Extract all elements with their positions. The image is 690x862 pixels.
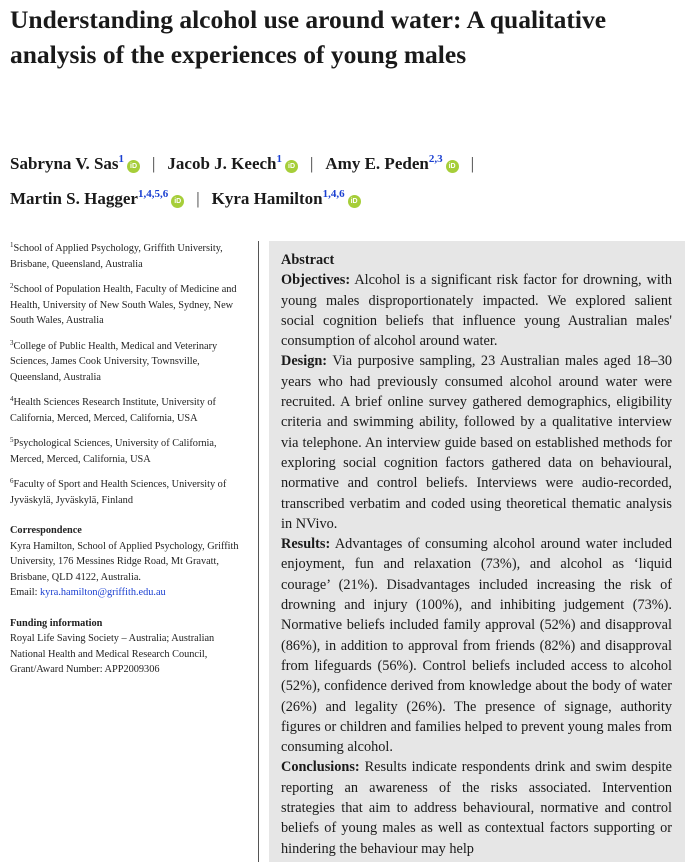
author-affiliation-ref[interactable]: 2,3 xyxy=(428,153,443,165)
orcid-icon[interactable]: iD xyxy=(171,195,184,208)
funding-text: Royal Life Saving Society – Australia; Australian National Health and Medical Research Council, Grant/Award Number: APP2009306 xyxy=(10,633,215,675)
abstract-results: Results: Advantages of consuming alcohol around water included enjoyment, fun and relaxation (73%), and alcohol as ‘liquid courage’ (21%). Disadvantages included increasing the risk of drowning and injury (100%), and inhibiting judgement (73%). Normative beliefs included family approval (52%) and disapproval (86%), in addition to approval from friends (82%) and disapproval from lifeguards (56%). Control beliefs included access to alcohol (52%), confidence derived from knowledge about the body of water (26%) and legality (26%). The presence of signage, authority figures or children and families helped to prevent young males from consuming alcohol. xyxy=(281,536,672,756)
side-column xyxy=(10,238,250,678)
affiliation-item: $^2$School of Population Health, Faculty of Medicine and Health, University of New South Wales, Sydney, New South Wales, Australia xyxy=(10,282,237,326)
author-affiliation-ref[interactable]: 1 xyxy=(118,153,125,165)
author-separator: | xyxy=(196,189,200,208)
author-hagger[interactable] xyxy=(10,189,184,208)
author-name: Amy E. Peden xyxy=(325,154,429,173)
author-name: Sabryna V. Sas xyxy=(10,154,119,173)
author-name: Jacob J. Keech xyxy=(167,154,277,173)
correspondence-text: Kyra Hamilton, School of Applied Psychology, Griffith University, 176 Messines Ridge Road, Mt Gravatt, Brisbane, QLD 4122, Australia. Email: kyra.hamilton@griffith.edu.au xyxy=(10,540,239,598)
author-hamilton[interactable] xyxy=(212,189,361,208)
correspondence-heading: Correspondence xyxy=(10,525,82,536)
author-separator: | xyxy=(152,154,156,173)
orcid-icon[interactable]: iD xyxy=(285,160,298,173)
email-link[interactable]: kyra.hamilton@griffith.edu.au xyxy=(40,587,166,598)
orcid-icon[interactable]: iD xyxy=(348,195,361,208)
author-affiliation-ref[interactable]: 1,4,6 xyxy=(322,188,345,200)
author-affiliation-ref[interactable]: 1 xyxy=(276,153,282,165)
author-separator: | xyxy=(310,154,314,173)
affiliation-item: $^1$School of Applied Psychology, Griffith University, Brisbane, Queensland, Australia xyxy=(10,241,223,270)
author-sas[interactable] xyxy=(10,154,140,173)
affiliation-item: $^5$Psychological Sciences, University of California, Merced, Merced, California, USA xyxy=(10,436,217,465)
affiliation-item: $^6$Faculty of Sport and Health Sciences, University of Jyväskylä, Jyväskylä, Finland xyxy=(10,477,227,506)
orcid-icon[interactable]: iD xyxy=(446,160,459,173)
column-divider xyxy=(258,241,259,862)
author-peden[interactable] xyxy=(325,154,458,173)
affiliation-item: $^4$Health Sciences Research Institute, University of California, Merced, Merced, California, USA xyxy=(10,395,216,424)
abstract-design: Design: Via purposive sampling, 23 Australian males aged 18–30 years who had previously consumed alcohol around water were recruited. A brief online survey gathered demographics, eligibility criteria and swimming ability, followed by a qualitative interview via telephone. An interview guide based on established methods for exploring social cognition factors gathered data on behavioural, normative and control beliefs. Interviews were audio-recorded, transcribed verbatim and coded using theoretical thematic analysis in NVivo. xyxy=(281,353,672,532)
funding-heading: Funding information xyxy=(10,617,103,629)
abstract-objectives: Objectives: Alcohol is a significant risk factor for drowning, with young males disproportionately impacted. We explored salient social cognition beliefs that influence young Australian males' consumption of alcohol around water. xyxy=(281,272,672,350)
abstract-heading: Abstract xyxy=(281,252,335,268)
author-list xyxy=(10,144,680,214)
author-name: Kyra Hamilton xyxy=(211,189,323,208)
author-name: Martin S. Hagger xyxy=(10,189,138,208)
author-separator: | xyxy=(470,154,474,173)
orcid-icon[interactable]: iD xyxy=(127,160,140,173)
abstract-conclusions: Conclusions: Results indicate respondents drink and swim despite reporting an awareness of the risks associated. Intervention strategies that aim to address behavioural, normative and control beliefs of young males as well as contextual factors supporting or hindering the behaviour may help xyxy=(281,759,673,857)
affiliation-item: $^3$College of Public Health, Medical and Veterinary Sciences, James Cook University, Townsville, Queensland, Australia xyxy=(10,338,218,383)
abstract-box xyxy=(269,241,685,862)
article-title: Understanding alcohol use around water: A qualitative analysis of the experiences of young males xyxy=(10,5,607,69)
author-affiliation-ref[interactable]: 1,4,5,6 xyxy=(137,188,169,200)
author-keech[interactable] xyxy=(167,154,298,173)
